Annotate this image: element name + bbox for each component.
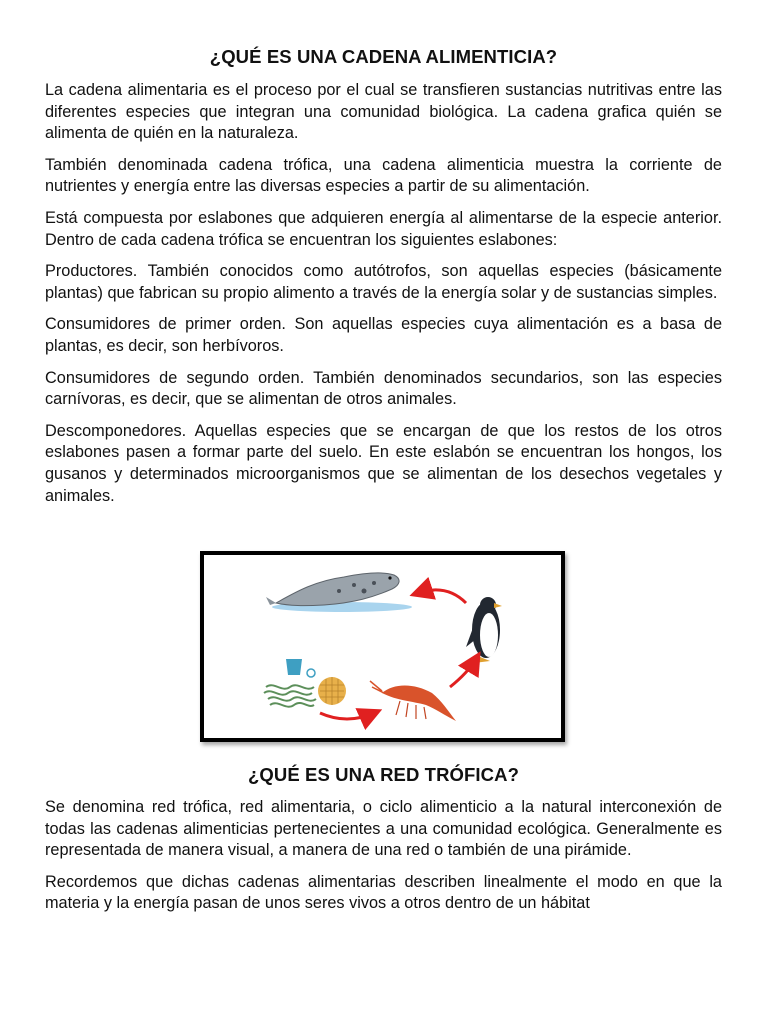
paragraph: La cadena alimentaria es el proceso por el cual se transfieren sustancias nutritivas entre las diferentes especies que integran una comunidad biológica. La cadena grafica quién se alimenta de quién en la naturaleza. (45, 81, 722, 143)
arrow-plankton-to-krill-icon (320, 713, 374, 719)
heading-food-web: ¿QUÉ ES UNA RED TRÓFICA? (248, 764, 519, 785)
heading-food-chain: ¿QUÉ ES UNA CADENA ALIMENTICIA? (209, 46, 558, 67)
food-chain-illustration (200, 551, 565, 742)
paragraph: Está compuesta por eslabones que adquieren energía al alimentarse de la especie anterior. Dentro de cada cadena trófica se encuentran los siguientes eslabones: (45, 208, 722, 249)
paragraph: Consumidores de segundo orden. También denominados secundarios, son las especies carnívoras, es decir, que se alimentan de otros animales. (45, 368, 722, 409)
penguin-icon (466, 597, 502, 663)
arrow-krill-to-penguin-icon (450, 659, 476, 687)
paragraph: Productores. También conocidos como autótrofos, son aquellas especies (básicamente plantas) que fabrican su propio alimento a través de la energía solar y de sustancias simples. (45, 262, 722, 302)
paragraph: Descomponedores. Aquellas especies que se encargan de que los restos de los otros eslabones pasen a formar parte del suelo. En este eslabón se encuentran los hongos, los gusanos y determinados microorganismos que se alimentan de los desechos vegetales y animales. (45, 421, 722, 505)
paragraph: Consumidores de primer orden. Son aquellas especies cuya alimentación es a basa de plantas, es decir, son herbívoros. (45, 315, 722, 355)
section-food-chain-text (45, 80, 722, 517)
section-food-web-text (45, 797, 722, 925)
krill-icon (370, 681, 456, 721)
paragraph: Recordemos que dichas cadenas alimentarias describen linealmente el modo en que la materia y la energía pasan de unos seres vivos a otros dentro de un hábitat (45, 872, 722, 913)
arrow-penguin-to-seal-icon (418, 590, 466, 603)
seal-icon (266, 573, 412, 612)
paragraph: También denominada cadena trófica, una cadena alimenticia muestra la corriente de nutrientes y energía entre las diversas especies a partir de su alimentación. (45, 155, 722, 196)
food-chain-drawing (204, 555, 561, 738)
algae-icon (264, 685, 316, 706)
paragraph: Se denomina red trófica, red alimentaria, o ciclo alimenticio a la natural interconexión de todas las cadenas alimenticias pertenecientes a una comunidad ecológica. Generalmente es representada de manera visual, a manera de una red o también de una pirámide. (45, 798, 722, 860)
